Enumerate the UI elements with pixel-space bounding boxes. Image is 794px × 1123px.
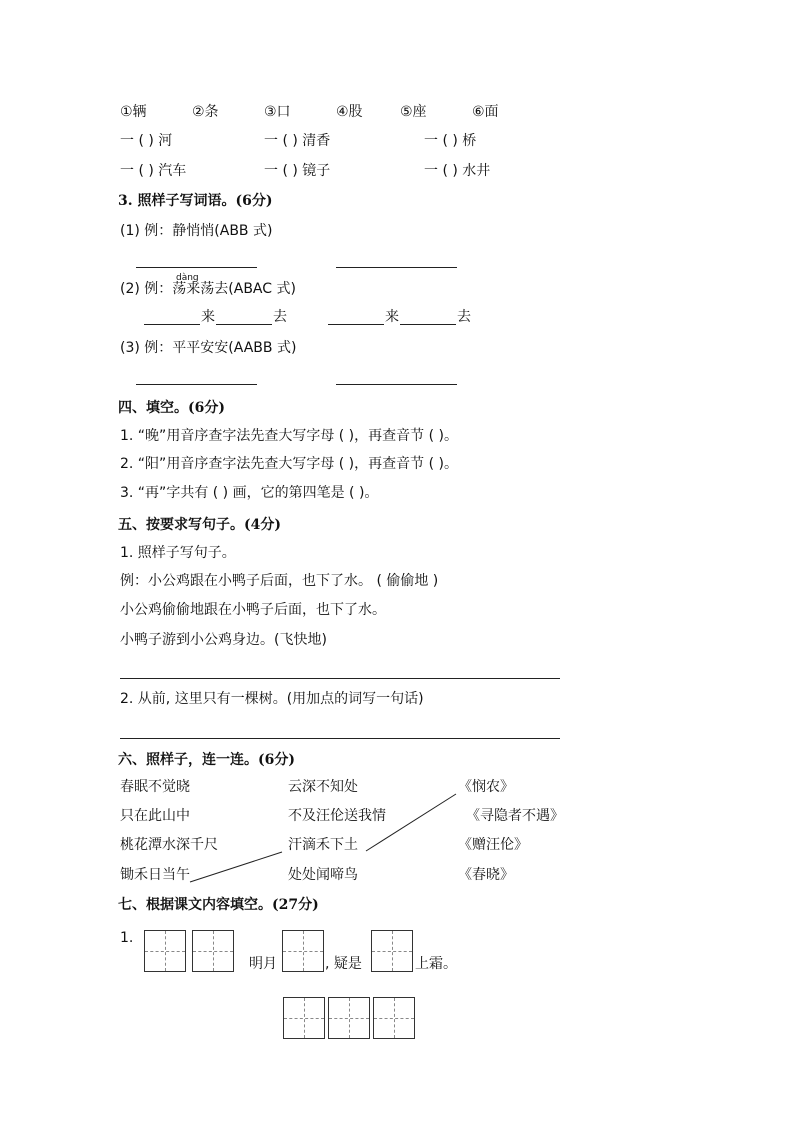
section-7-title: 七、根据课文内容填空。(27分) <box>118 897 319 913</box>
writing-grid-cell[interactable] <box>144 930 186 972</box>
example-abac: (2) 例：荡来荡去(ABAC 式) <box>120 281 296 297</box>
option-6: ⑥面 <box>472 104 499 120</box>
question-5-1: 1. 照样子写句子。 <box>120 545 236 561</box>
lai-char: 来 <box>385 309 399 325</box>
poem-line-right[interactable]: 汗滴禾下土 <box>288 837 358 853</box>
option-1: ①辆 <box>120 104 147 120</box>
writing-grid-cell[interactable] <box>328 997 370 1039</box>
blank-shuijing[interactable]: 一 ( ) 水井 <box>424 163 491 179</box>
poem-line-left[interactable]: 锄禾日当午 <box>120 867 190 883</box>
poem-line-right[interactable]: 不及汪伦送我情 <box>288 808 386 824</box>
blank-qiche[interactable]: 一 ( ) 汽车 <box>120 163 187 179</box>
section-4-title: 四、填空。(6分) <box>118 400 225 416</box>
section-3-title: 3. 照样子写词语。(6分) <box>118 193 273 209</box>
qu-char: 去 <box>457 309 471 325</box>
section-5-title: 五、按要求写句子。(4分) <box>118 517 281 533</box>
poem-line-left[interactable]: 春眠不觉晓 <box>120 779 190 795</box>
poem-line-right[interactable]: 云深不知处 <box>288 779 358 795</box>
example-sentence: 例：小公鸡跟在小鸭子后面，也下了水。 ( 偷偷地 ) <box>120 573 439 589</box>
poem-title[interactable]: 《悯农》 <box>458 779 514 795</box>
pinyin-annotation: dàng <box>176 273 199 283</box>
option-4: ④股 <box>336 104 363 120</box>
blank-qingxiang[interactable]: 一 ( ) 清香 <box>264 133 331 149</box>
question-4-2[interactable]: 2. “阳”用音序查字法先查大写字母 ( )，再查音节 ( )。 <box>120 456 458 472</box>
task-sentence: 小鸭子游到小公鸡身边。(飞快地) <box>120 632 327 648</box>
connector-line <box>190 852 282 882</box>
poem-title[interactable]: 《赠汪伦》 <box>458 837 528 853</box>
blank-jingzi[interactable]: 一 ( ) 镜子 <box>264 163 331 179</box>
example-aabb: (3) 例：平平安安(AABB 式) <box>120 340 297 356</box>
poem-word: 上霜。 <box>415 956 457 972</box>
writing-grid-cell[interactable] <box>192 930 234 972</box>
option-3: ③口 <box>264 104 291 120</box>
poem-line-left[interactable]: 只在此山中 <box>120 808 190 824</box>
question-4-1[interactable]: 1. “晚”用音序查字法先查大写字母 ( )，再查音节 ( )。 <box>120 428 458 444</box>
poem-word: 明月 <box>249 956 277 972</box>
poem-title[interactable]: 《寻隐者不遇》 <box>466 808 564 824</box>
section-6-title: 六、照样子，连一连。(6分) <box>118 752 295 768</box>
lai-char: 来 <box>201 309 215 325</box>
connector-line <box>366 794 456 851</box>
writing-grid-cell[interactable] <box>282 930 324 972</box>
poem-line-right[interactable]: 处处闻啼鸟 <box>288 867 358 883</box>
example-abb: (1) 例：静悄悄(ABB 式) <box>120 223 273 239</box>
question-number: 1. <box>120 930 134 946</box>
writing-grid-cell[interactable] <box>371 930 413 972</box>
qu-char: 去 <box>273 309 287 325</box>
poem-line-left[interactable]: 桃花潭水深千尺 <box>120 837 218 853</box>
question-4-3[interactable]: 3. “再”字共有 ( ) 画，它的第四笔是 ( )。 <box>120 485 379 501</box>
option-2: ②条 <box>192 104 219 120</box>
writing-grid-cell[interactable] <box>283 997 325 1039</box>
poem-title[interactable]: 《春晓》 <box>458 867 514 883</box>
poem-word: , 疑是 <box>325 956 362 972</box>
blank-qiao[interactable]: 一 ( ) 桥 <box>424 133 477 149</box>
option-5: ⑤座 <box>400 104 427 120</box>
question-5-2: 2. 从前, 这里只有一棵树。(用加点的词写一句话) <box>120 691 424 707</box>
blank-he[interactable]: 一 ( ) 河 <box>120 133 173 149</box>
writing-grid-cell[interactable] <box>373 997 415 1039</box>
sample-sentence: 小公鸡偷偷地跟在小鸭子后面，也下了水。 <box>120 602 386 618</box>
